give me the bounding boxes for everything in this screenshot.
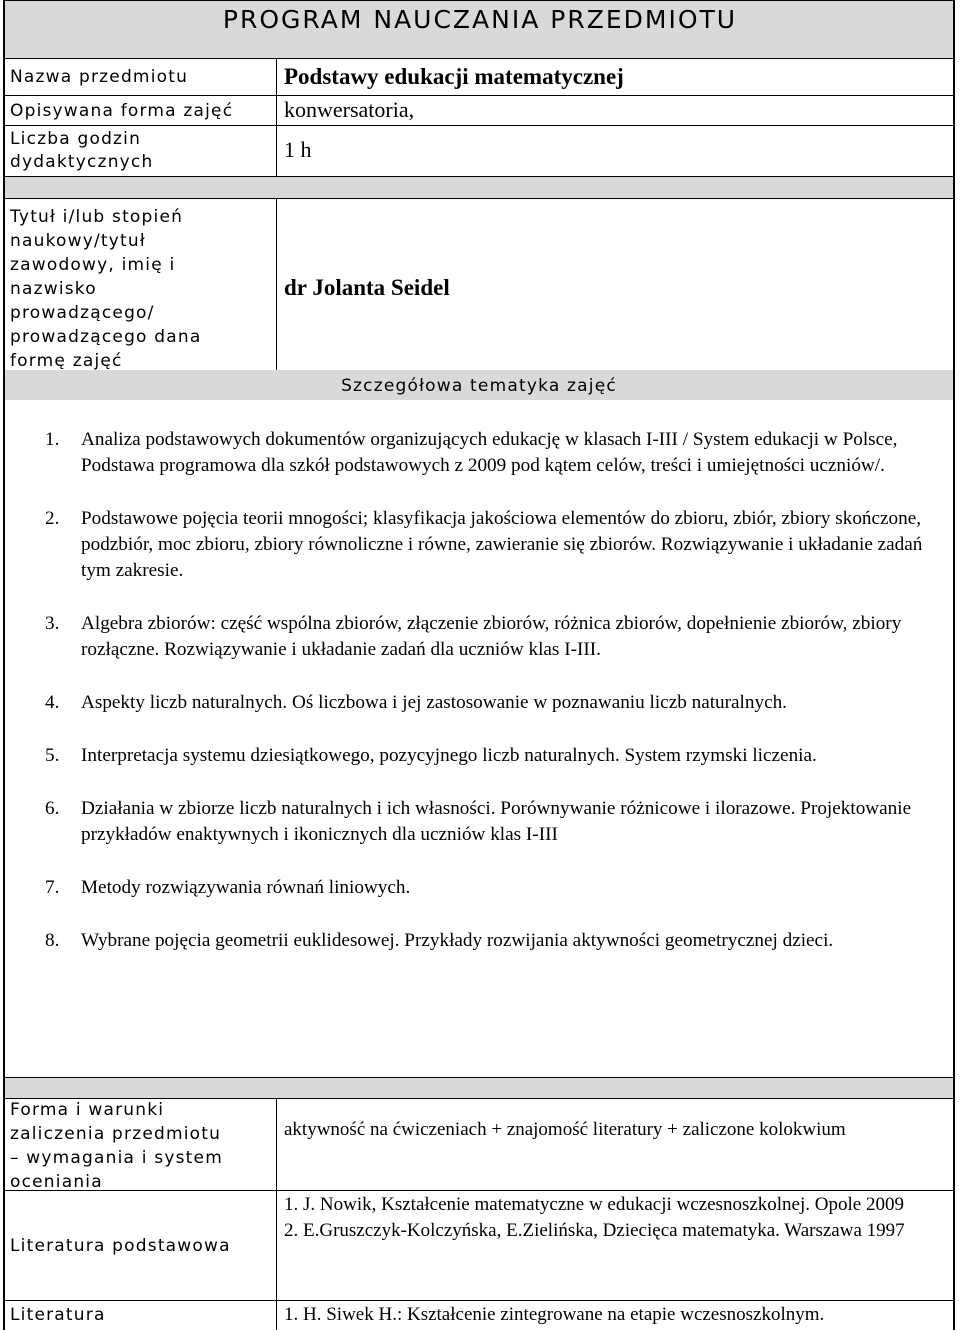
- hours-label-line-1: Liczba godzin: [10, 129, 142, 149]
- topic-item: [45, 506, 940, 584]
- page-title: PROGRAM NAUCZANIA PRZEDMIOTU: [222, 5, 738, 34]
- form-value: konwersatoria,: [284, 97, 415, 122]
- rule: [5, 198, 953, 199]
- details-heading: Szczegółowa tematyka zajęć: [341, 376, 617, 396]
- teacher-label-line: naukowy/tytuł: [10, 231, 146, 251]
- topic-item: [45, 928, 940, 954]
- topic-text: Podstawowe pojęcia teorii mnogości; klasyfikacja jakościowa elementów do zbioru, zbiór, zbiory skończone, podzbiór, moc zbioru, zbiory równoliczne i równe, zawieranie się zbiorów. Rozwiązywanie i układanie zadań tym zakresie.: [81, 508, 923, 581]
- topic-item: [45, 690, 940, 716]
- rule: [5, 1300, 953, 1301]
- teacher-label-line: nazwisko: [10, 279, 97, 299]
- topic-list: [45, 427, 940, 981]
- hours-label-line-2: dydaktycznych: [10, 152, 154, 172]
- hours-value: 1 h: [284, 137, 312, 162]
- teacher-label-line: prowadzącego/: [10, 303, 155, 323]
- topic-item: [45, 796, 940, 848]
- topic-text: Aspekty liczb naturalnych. Oś liczbowa i jej zastosowanie w poznawaniu liczb naturalnych.: [81, 692, 787, 713]
- literature-extra-label: Literatura: [10, 1305, 106, 1325]
- column-divider: [276, 58, 277, 176]
- assessment-label-line: – wymagania i system: [10, 1148, 223, 1168]
- literature-basic-list: [284, 1192, 954, 1244]
- topic-item: [45, 743, 940, 769]
- form-label: Opisywana forma zajęć: [10, 101, 234, 121]
- topic-text: Działania w zbiorze liczb naturalnych i ich własności. Porównywanie różnicowe i ilorazowe. Projektowanie przykładów enaktywnych i ikonicznych dla uczniów klas I-III: [81, 798, 912, 845]
- topic-text: Analiza podstawowych dokumentów organizujących edukację w klasach I-III / System edukacji w Polsce, Podstawa programowa dla szkół podstawowych z 2009 pod kątem celów, treści i umiejętności uczniów/.: [81, 429, 898, 476]
- assessment-label-line: zaliczenia przedmiotu: [10, 1124, 222, 1144]
- topic-number: 6.: [45, 798, 60, 819]
- teacher-label-line: zawodowy, imię i: [10, 255, 176, 275]
- topic-text: Interpretacja systemu dziesiątkowego, pozycyjnego liczb naturalnych. System rzymski liczenia.: [81, 745, 817, 766]
- topic-number: 1.: [45, 429, 60, 450]
- rule: [5, 1077, 953, 1078]
- topic-number: 3.: [45, 613, 60, 634]
- subject-label: Nazwa przedmiotu: [10, 67, 189, 87]
- topic-text: Metody rozwiązywania równań liniowych.: [81, 877, 411, 898]
- column-divider: [276, 1098, 277, 1330]
- topic-number: 2.: [45, 508, 60, 529]
- topic-item: [45, 427, 940, 479]
- rule: [5, 0, 953, 1]
- column-divider: [276, 198, 277, 370]
- rule: [5, 58, 953, 59]
- literature-basic-label: Literatura podstawowa: [10, 1236, 231, 1256]
- topic-number: 5.: [45, 745, 60, 766]
- assessment-value: aktywność na ćwiczeniach + znajomość literatury + zaliczone kolokwium: [284, 1119, 846, 1140]
- topic-number: 7.: [45, 877, 60, 898]
- literature-basic-item: 1. J. Nowik, Kształcenie matematyczne w edukacji wczesnoszkolnej. Opole 2009: [284, 1194, 904, 1215]
- teacher-label: [10, 205, 272, 373]
- literature-extra-item: 1. H. Siwek H.: Kształcenie zintegrowane na etapie wczesnoszkolnym.: [284, 1304, 825, 1325]
- teacher-value: dr Jolanta Seidel: [284, 275, 450, 300]
- rule: [5, 125, 953, 126]
- topic-text: Algebra zbiorów: część wspólna zbiorów, złączenie zbiorów, różnica zbiorów, dopełnienie zbiorów, zbiory rozłączne. Rozwiązywanie i układanie zadań dla uczniów klas I-III.: [81, 613, 902, 660]
- rule: [5, 176, 953, 177]
- subject-value: Podstawy edukacji matematycznej: [284, 64, 624, 89]
- teacher-label-line: formę zajęć: [10, 351, 123, 371]
- teacher-label-line: prowadzącego dana: [10, 327, 202, 347]
- literature-basic-item: 2. E.Gruszczyk-Kolczyńska, E.Zielińska, Dziecięca matematyka. Warszawa 1997: [284, 1220, 905, 1241]
- topic-item: [45, 875, 940, 901]
- assessment-label-line: oceniania: [10, 1172, 103, 1192]
- topic-text: Wybrane pojęcia geometrii euklidesowej. Przykłady rozwijania aktywności geometrycznej dzieci.: [81, 930, 834, 951]
- topic-item: [45, 611, 940, 663]
- topic-number: 4.: [45, 692, 60, 713]
- rule: [5, 95, 953, 96]
- teacher-label-line: Tytuł i/lub stopień: [10, 207, 184, 227]
- topic-number: 8.: [45, 930, 60, 951]
- assessment-label-line: Forma i warunki: [10, 1100, 165, 1120]
- assessment-label: [10, 1098, 272, 1194]
